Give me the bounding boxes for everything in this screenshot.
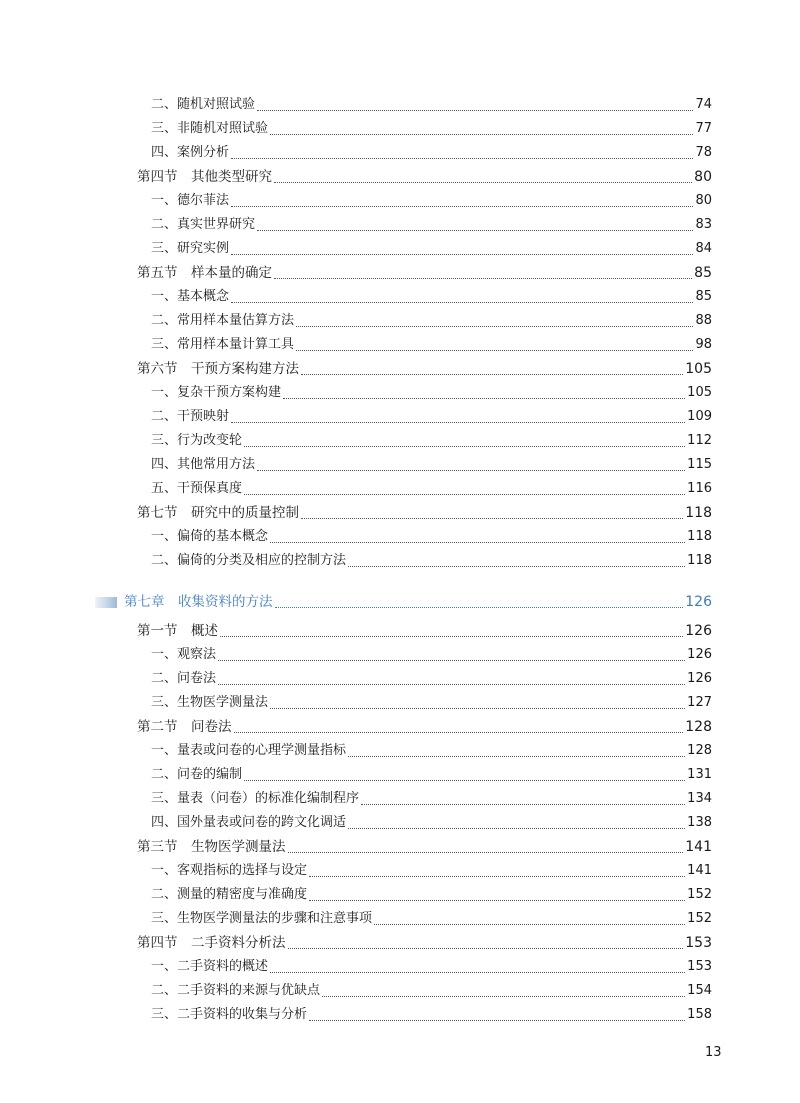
dot-leader	[244, 494, 685, 495]
toc-entry-page: 74	[695, 97, 712, 112]
toc-entry-page: 109	[687, 409, 712, 424]
toc-entry[interactable]	[0, 189, 800, 213]
toc-section-page: 128	[685, 719, 712, 735]
toc-section-page: 153	[685, 935, 712, 951]
toc-section-page: 141	[685, 839, 712, 855]
dot-leader	[374, 924, 685, 925]
toc-entry[interactable]	[0, 429, 800, 453]
toc-section[interactable]	[0, 165, 800, 189]
toc-chapter-title: 第七章 收集资料的方法	[124, 594, 273, 610]
dot-leader	[218, 684, 685, 685]
toc-entry[interactable]	[0, 883, 800, 907]
toc-entry-page: 112	[687, 433, 712, 448]
dot-leader	[270, 134, 693, 135]
toc-entry-page: 115	[687, 457, 712, 472]
toc-entry-page: 154	[687, 983, 712, 998]
toc-section-title: 第四节 二手资料分析法	[137, 935, 286, 951]
dot-leader	[270, 542, 685, 543]
toc-entry[interactable]	[0, 333, 800, 357]
toc-entry-title: 一、观察法	[151, 647, 217, 662]
toc-entry[interactable]	[0, 93, 800, 117]
toc-entry-title: 三、量表（问卷）的标准化编制程序	[151, 791, 360, 806]
dot-leader	[348, 828, 685, 829]
toc-entry-title: 二、问卷法	[151, 671, 217, 686]
toc-entry-title: 四、国外量表或问卷的跨文化调适	[151, 815, 347, 830]
toc-entry-title: 一、客观指标的选择与设定	[151, 863, 308, 878]
dot-leader	[218, 660, 685, 661]
toc-entry[interactable]	[0, 309, 800, 333]
toc-entry-page: 141	[687, 863, 712, 878]
toc-section-title: 第五节 样本量的确定	[137, 265, 272, 281]
dot-leader	[274, 278, 692, 279]
dot-leader	[270, 972, 685, 973]
toc-entry[interactable]	[0, 213, 800, 237]
toc-entry-title: 三、二手资料的收集与分析	[151, 1007, 308, 1022]
toc-entry[interactable]	[0, 979, 800, 1003]
dot-leader	[361, 804, 685, 805]
toc-entry-title: 三、研究实例	[151, 241, 230, 256]
toc-entry[interactable]	[0, 643, 800, 667]
dot-leader	[220, 636, 683, 637]
dot-leader	[309, 900, 685, 901]
toc-entry-page: 138	[687, 815, 712, 830]
toc-entry-page: 134	[687, 791, 712, 806]
toc-entry-title: 三、生物医学测量法	[151, 695, 269, 710]
toc-section-title: 第四节 其他类型研究	[137, 169, 272, 185]
toc-entry[interactable]	[0, 477, 800, 501]
table-of-contents	[0, 93, 800, 1027]
dot-leader	[322, 996, 685, 997]
toc-entry-page: 153	[687, 959, 712, 974]
toc-entry-page: 128	[687, 743, 712, 758]
toc-entry[interactable]	[0, 549, 800, 573]
toc-entry-page: 84	[695, 241, 712, 256]
toc-section-page: 126	[685, 623, 712, 639]
dot-leader	[274, 182, 692, 183]
toc-entry-page: 116	[687, 481, 712, 496]
toc-section[interactable]	[0, 715, 800, 739]
toc-entry-title: 二、测量的精密度与准确度	[151, 887, 308, 902]
toc-entry-page: 152	[687, 911, 712, 926]
dot-leader	[231, 206, 693, 207]
dot-leader	[301, 374, 683, 375]
toc-entry-title: 二、干预映射	[151, 409, 230, 424]
toc-entry-page: 127	[687, 695, 712, 710]
toc-entry-title: 一、基本概念	[151, 289, 230, 304]
dot-leader	[244, 780, 685, 781]
toc-entry-title: 五、干预保真度	[151, 481, 243, 496]
dot-leader	[231, 158, 693, 159]
toc-entry[interactable]	[0, 907, 800, 931]
toc-entry-title: 一、量表或问卷的心理学测量指标	[151, 743, 347, 758]
toc-entry-page: 152	[687, 887, 712, 902]
toc-entry[interactable]	[0, 1003, 800, 1027]
toc-entry[interactable]	[0, 285, 800, 309]
dot-leader	[275, 607, 684, 608]
toc-entry-page: 98	[695, 337, 712, 352]
toc-entry[interactable]	[0, 811, 800, 835]
toc-entry-page: 118	[687, 529, 712, 544]
dot-leader	[296, 350, 693, 351]
dot-leader	[348, 566, 685, 567]
toc-entry-title: 二、偏倚的分类及相应的控制方法	[151, 553, 347, 568]
toc-section[interactable]	[0, 357, 800, 381]
toc-section-page: 105	[685, 361, 712, 377]
toc-entry-page: 85	[695, 289, 712, 304]
toc-entry-page: 118	[687, 553, 712, 568]
toc-section[interactable]	[0, 501, 800, 525]
dot-leader	[309, 1020, 685, 1021]
dot-leader	[348, 756, 685, 757]
toc-section[interactable]	[0, 931, 800, 955]
toc-entry-page: 83	[695, 217, 712, 232]
toc-entry-title: 一、德尔菲法	[151, 193, 230, 208]
dot-leader	[234, 732, 684, 733]
toc-section[interactable]	[0, 835, 800, 859]
toc-entry[interactable]	[0, 381, 800, 405]
chapter-marker-icon	[95, 597, 117, 608]
toc-entry[interactable]	[0, 453, 800, 477]
dot-leader	[309, 876, 685, 877]
dot-leader	[283, 398, 685, 399]
toc-section-title: 第七节 研究中的质量控制	[137, 505, 299, 521]
toc-entry[interactable]	[0, 859, 800, 883]
toc-section-title: 第一节 概述	[137, 623, 218, 639]
dot-leader	[257, 470, 685, 471]
toc-entry[interactable]	[0, 141, 800, 165]
toc-section[interactable]	[0, 261, 800, 285]
toc-section-page: 85	[694, 265, 712, 281]
toc-entry-title: 一、偏倚的基本概念	[151, 529, 269, 544]
dot-leader	[231, 422, 685, 423]
dot-leader	[231, 254, 693, 255]
toc-entry-title: 二、随机对照试验	[151, 97, 256, 112]
dot-leader	[257, 230, 693, 231]
toc-entry-title: 四、其他常用方法	[151, 457, 256, 472]
toc-entry-page: 88	[695, 313, 712, 328]
toc-entry[interactable]	[0, 763, 800, 787]
dot-leader	[231, 302, 693, 303]
dot-leader	[257, 110, 693, 111]
toc-section-title: 第六节 干预方案构建方法	[137, 361, 299, 377]
dot-leader	[244, 446, 685, 447]
toc-entry-title: 三、常用样本量计算工具	[151, 337, 295, 352]
toc-entry[interactable]	[0, 691, 800, 715]
toc-section-title: 第二节 问卷法	[137, 719, 232, 735]
toc-entry-title: 三、行为改变轮	[151, 433, 243, 448]
toc-entry-title: 二、问卷的编制	[151, 767, 243, 782]
toc-entry-page: 131	[687, 767, 712, 782]
toc-entry[interactable]	[0, 667, 800, 691]
toc-chapter[interactable]	[0, 590, 800, 614]
toc-entry-title: 四、案例分析	[151, 145, 230, 160]
dot-leader	[288, 852, 684, 853]
toc-section[interactable]	[0, 619, 800, 643]
toc-entry-title: 一、复杂干预方案构建	[151, 385, 282, 400]
toc-entry[interactable]	[0, 525, 800, 549]
toc-entry-page: 126	[687, 671, 712, 686]
toc-chapter-page: 126	[685, 594, 712, 610]
toc-entry[interactable]	[0, 405, 800, 429]
toc-entry-title: 三、非随机对照试验	[151, 121, 269, 136]
toc-entry-title: 二、二手资料的来源与优缺点	[151, 983, 321, 998]
toc-section-page: 118	[685, 505, 712, 521]
toc-entry-title: 一、二手资料的概述	[151, 959, 269, 974]
dot-leader	[296, 326, 693, 327]
toc-entry-title: 二、真实世界研究	[151, 217, 256, 232]
toc-entry-page: 77	[695, 121, 712, 136]
toc-entry-page: 80	[695, 193, 712, 208]
page-number: 13	[705, 1045, 722, 1060]
toc-entry[interactable]	[0, 787, 800, 811]
toc-entry-title: 二、常用样本量估算方法	[151, 313, 295, 328]
toc-entry[interactable]	[0, 117, 800, 141]
toc-entry[interactable]	[0, 739, 800, 763]
toc-entry-page: 126	[687, 647, 712, 662]
toc-section-page: 80	[694, 169, 712, 185]
dot-leader	[301, 518, 683, 519]
toc-entry-title: 三、生物医学测量法的步骤和注意事项	[151, 911, 373, 926]
toc-entry-page: 105	[687, 385, 712, 400]
toc-entry[interactable]	[0, 955, 800, 979]
dot-leader	[270, 708, 685, 709]
dot-leader	[288, 948, 684, 949]
toc-section-title: 第三节 生物医学测量法	[137, 839, 286, 855]
toc-entry[interactable]	[0, 237, 800, 261]
toc-entry-page: 158	[687, 1007, 712, 1022]
toc-entry-page: 78	[695, 145, 712, 160]
